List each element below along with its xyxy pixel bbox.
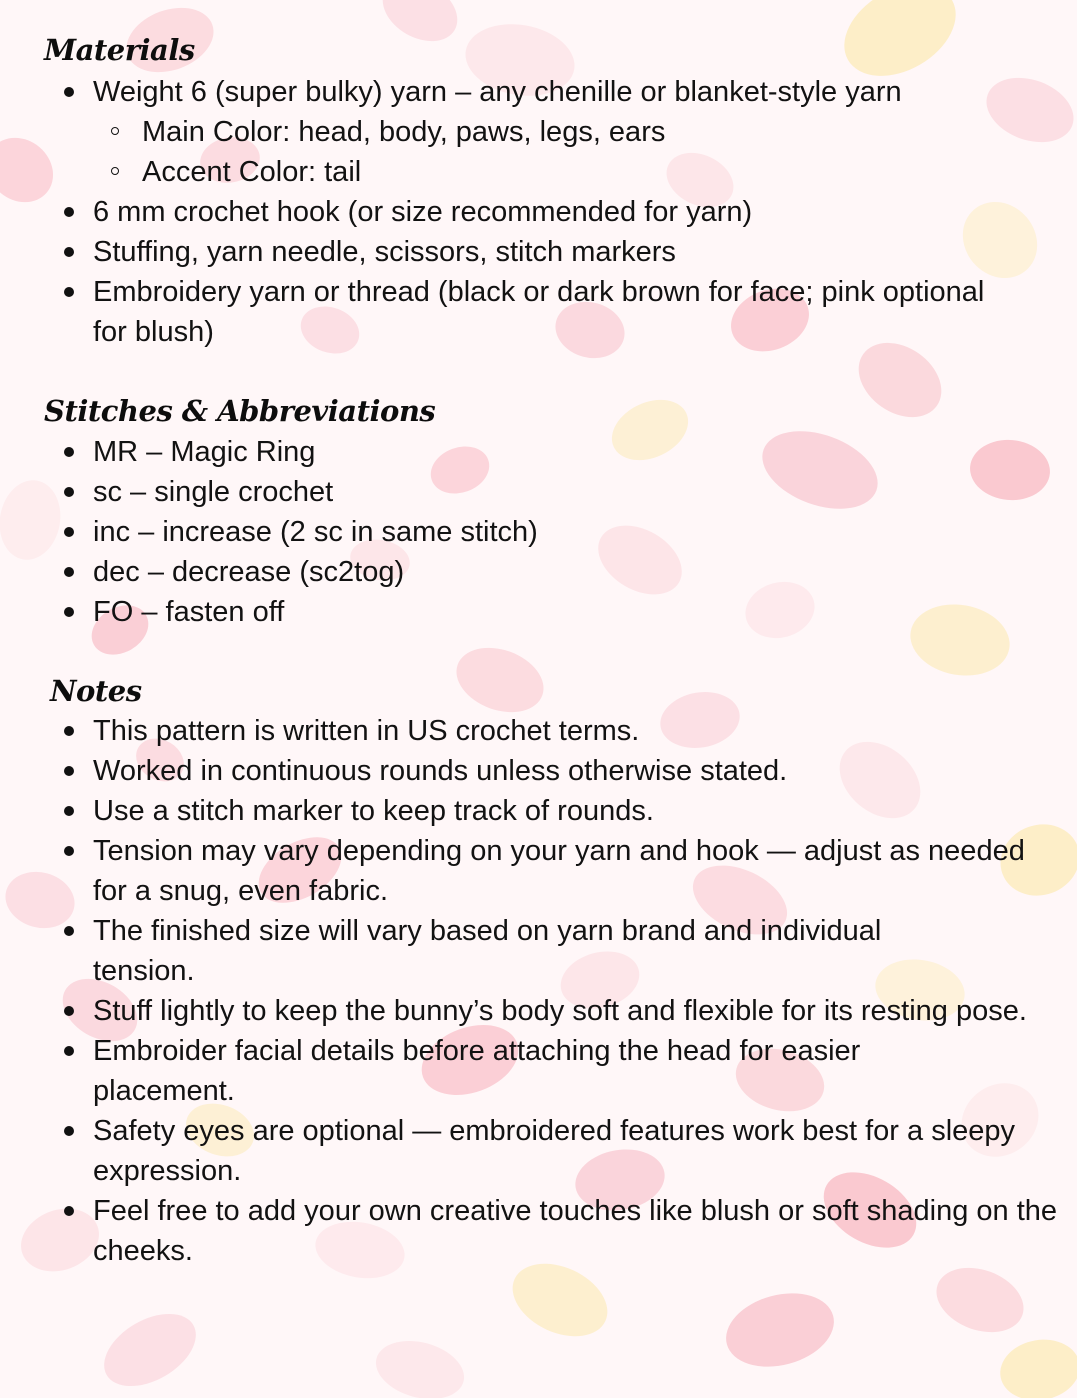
list-item-text: The finished size will vary based on yarn brand and individual tension. — [93, 915, 882, 987]
list-item-text: Embroidery yarn or thread (black or dark brown for face; pink optional for blush) — [93, 276, 985, 348]
list-item-text: Tension may vary depending on your yarn and hook — adjust as needed for a snug, even fabric. — [93, 835, 1025, 907]
list-item-text: Stuffing, yarn needle, scissors, stitch markers — [93, 236, 676, 268]
bullet-icon — [64, 567, 74, 577]
materials-sublist — [93, 112, 1071, 192]
stitches-list — [0, 432, 1077, 632]
bullet-icon — [64, 726, 74, 736]
list-item — [0, 272, 1077, 352]
list-item-text: Worked in continuous rounds unless otherwise stated. — [93, 755, 788, 787]
hollow-bullet-icon — [111, 167, 119, 175]
list-item — [0, 232, 1077, 272]
list-item — [0, 432, 1077, 472]
list-item-text: Safety eyes are optional — embroidered features work best for a sleepy expression. — [93, 1115, 1016, 1187]
bullet-icon — [64, 287, 74, 297]
list-item — [0, 711, 1077, 751]
materials-heading: Materials — [44, 33, 195, 67]
sub-list-item-text: Accent Color: tail — [142, 156, 362, 188]
bullet-icon — [64, 207, 74, 217]
list-item-text: FO – fasten off — [93, 596, 285, 628]
sub-list-item-text: Main Color: head, body, paws, legs, ears — [142, 116, 666, 148]
list-item-text: MR – Magic Ring — [93, 436, 316, 468]
materials-list — [0, 72, 1077, 352]
list-item-text: Feel free to add your own creative touches like blush or soft shading on the cheeks. — [93, 1195, 1058, 1267]
list-item-text: dec – decrease (sc2tog) — [93, 556, 405, 588]
list-item — [0, 1191, 1077, 1271]
bullet-icon — [64, 806, 74, 816]
list-item — [0, 592, 1077, 632]
bullet-icon — [64, 766, 74, 776]
list-item-text: 6 mm crochet hook (or size recommended for yarn) — [93, 196, 753, 228]
bullet-icon — [64, 1006, 74, 1016]
list-item-text: Stuff lightly to keep the bunny’s body soft and flexible for its resting pose. — [93, 995, 1027, 1027]
list-item-text: sc – single crochet — [93, 476, 334, 508]
list-item-text: inc – increase (2 sc in same stitch) — [93, 516, 538, 548]
bullet-icon — [64, 846, 74, 856]
list-item — [0, 1031, 1077, 1111]
list-item-text: Embroider facial details before attaching the head for easier placement. — [93, 1035, 861, 1107]
bullet-icon — [64, 926, 74, 936]
list-item — [0, 512, 1077, 552]
list-item — [0, 552, 1077, 592]
bullet-icon — [64, 607, 74, 617]
list-item-text: Weight 6 (super bulky) yarn – any chenille or blanket-style yarn — [93, 76, 902, 108]
sub-list-item — [93, 112, 1071, 152]
list-item — [0, 911, 1077, 991]
bullet-icon — [64, 1206, 74, 1216]
notes-heading: Notes — [50, 674, 142, 708]
list-item — [0, 991, 1077, 1031]
sub-list-item — [93, 152, 1071, 192]
list-item — [0, 831, 1077, 911]
bullet-icon — [64, 1046, 74, 1056]
list-item — [0, 192, 1077, 232]
bullet-icon — [64, 487, 74, 497]
list-item-text: This pattern is written in US crochet terms. — [93, 715, 640, 747]
bullet-icon — [64, 1126, 74, 1136]
list-item — [0, 791, 1077, 831]
bullet-icon — [64, 447, 74, 457]
list-item-text: Use a stitch marker to keep track of rounds. — [93, 795, 654, 827]
bullet-icon — [64, 247, 74, 257]
hollow-bullet-icon — [111, 127, 119, 135]
list-item — [0, 72, 1077, 192]
list-item — [0, 751, 1077, 791]
notes-list — [0, 711, 1077, 1271]
list-item — [0, 1111, 1077, 1191]
list-item — [0, 472, 1077, 512]
bullet-icon — [64, 527, 74, 537]
bullet-icon — [64, 87, 74, 97]
stitches-heading: Stitches & Abbreviations — [44, 394, 436, 428]
